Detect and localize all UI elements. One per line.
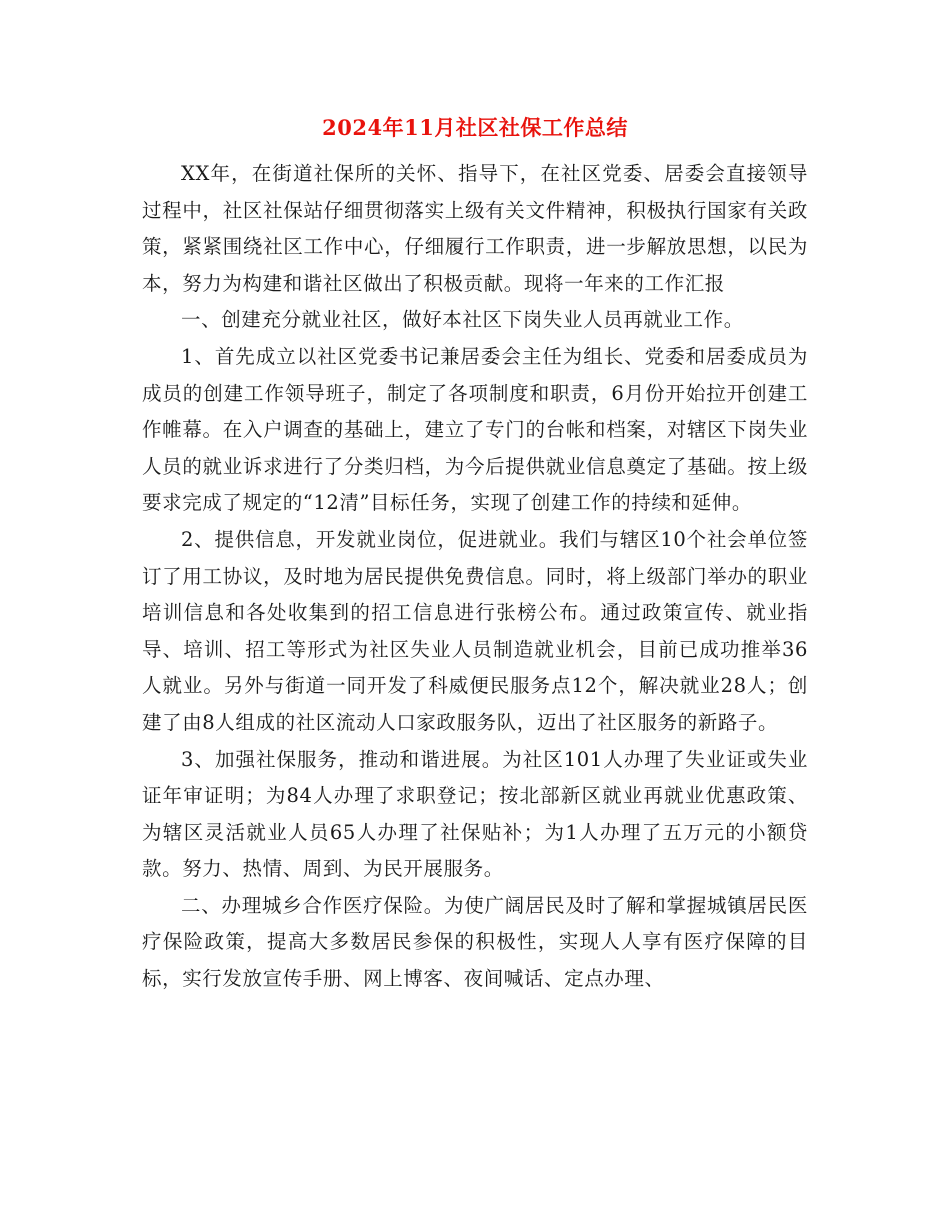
paragraph-section-1-heading: 一、创建充分就业社区，做好本社区下岗失业人员再就业工作。 (181, 308, 744, 332)
paragraph-section-2: 二、办理城乡合作医疗保险。为使广阔居民及时了解和掌握城镇居民医疗保险政策，提高大多数居民参保的积极性，实现人人享有医疗保障的目标，实行发放宣传手册、网上博客、夜间喊话、定点办理、 (142, 893, 808, 991)
paragraph-item-3: 3、加强社保服务，推动和谐进展。为社区101人办理了失业证或失业证年审证明；为84人办理了求职登记；按北部新区就业再就业优惠政策、为辖区灵活就业人员65人办理了社保贴补；为1人办理了五万元的小额贷款。努力、热情、周到、为民开展服务。 (142, 747, 808, 881)
paragraph-intro: XX年，在街道社保所的关怀、指导下，在社区党委、居委会直接领导过程中，社区社保站仔细贯彻落实上级有关文件精神，积极执行国家有关政策，紧紧围绕社区工作中心，仔细履行工作职责，进一步解放思想，以民为本，努力为构建和谐社区做出了积极贡献。现将一年来的工作汇报 (142, 162, 808, 295)
paragraph-item-2: 2、提供信息，开发就业岗位，促进就业。我们与辖区10个社会单位签订了用工协议，及时地为居民提供免费信息。同时，将上级部门举办的职业培训信息和各处收集到的招工信息进行张榜公布。通过政策宣传、就业指导、培训、招工等形式为社区失业人员制造就业机会，目前已成功推举36人就业。另外与街道一同开发了科威便民服务点12个，解决就业28人；创建了由8人组成的社区流动人口家政服务队，迈出了社区服务的新路子。 (142, 527, 808, 734)
document-body (142, 156, 808, 998)
document-title: 2024年11月社区社保工作总结 (322, 115, 628, 140)
paragraph-item-1: 1、首先成立以社区党委书记兼居委会主任为组长、党委和居委成员为成员的创建工作领导班子，制定了各项制度和职责，6月份开始拉开创建工作帷幕。在入户调查的基础上，建立了专门的台帐和档案，对辖区下岗失业人员的就业诉求进行了分类归档，为今后提供就业信息奠定了基础。按上级要求完成了规定的“12清”目标任务，实现了创建工作的持续和延伸。 (142, 344, 808, 515)
